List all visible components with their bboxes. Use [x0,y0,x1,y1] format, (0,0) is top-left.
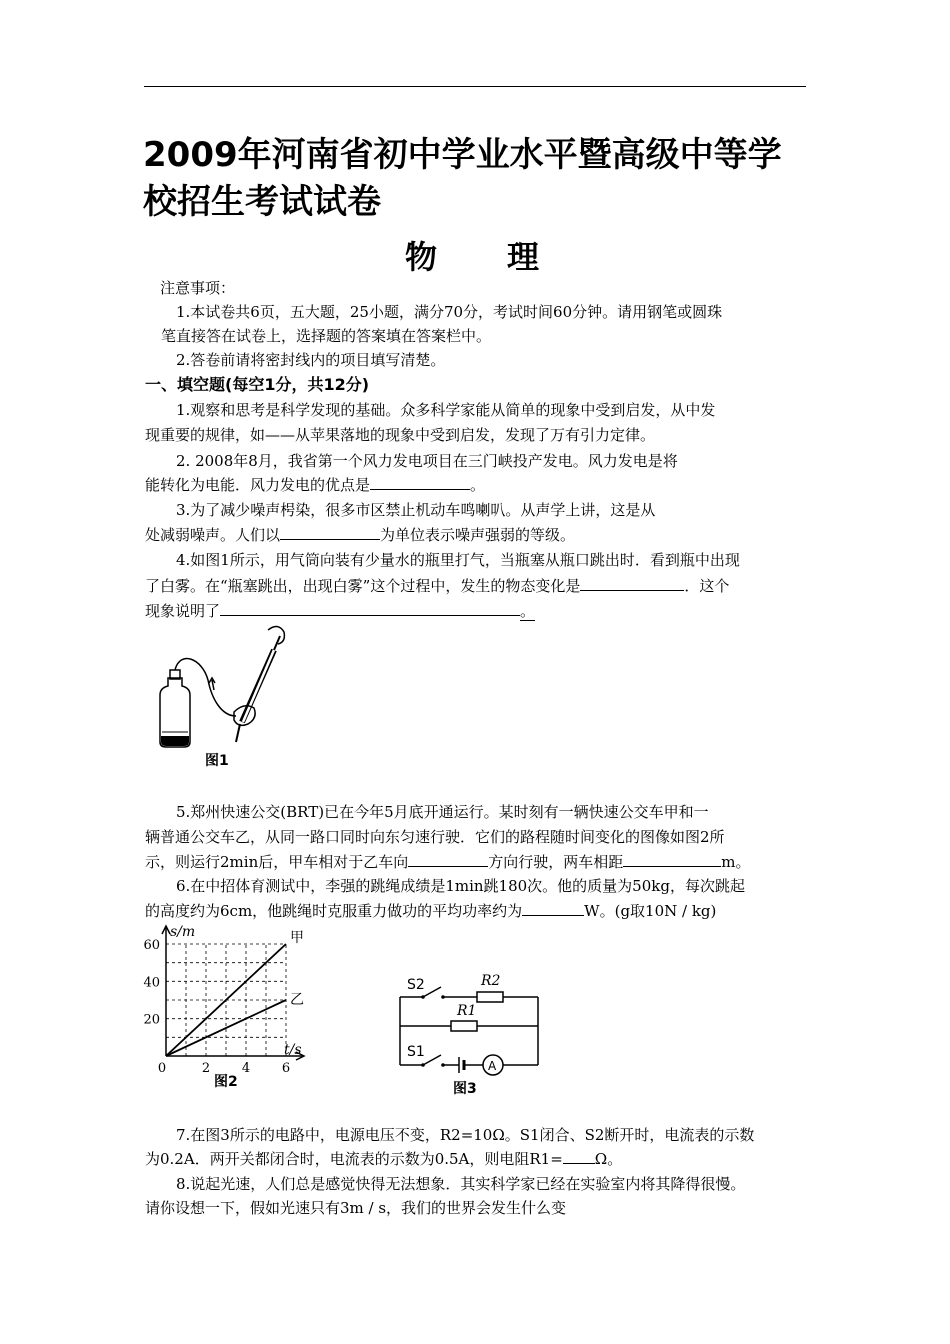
r2-label: R2 [481,973,501,989]
x-tick-label: 4 [241,1061,251,1076]
section-1-heading: 一、填空题(每空1分，共12分) [145,375,370,394]
q2-line-a: 2. 2008年8月，我省第一个风力发电项目在三门峡投产发电。风力发电是将 [176,452,678,470]
series-label-yi: 乙 [290,992,304,1008]
q3-line-a: 3.为了减少噪声枵染，很多市区禁止机动车鸣喇叭。从声学上讲，这是从 [176,501,656,519]
q7-text-post: Ω。 [594,1150,623,1168]
q7-line-b [145,1148,622,1170]
figure-3-circuit [395,965,555,1100]
q4-answer-blank-1[interactable] [580,575,684,591]
q1-line-b: 现重要的规律，如——从苹果落地的现象中受到启发，发现了万有引力定律。 [145,426,656,444]
r1-label: R1 [457,1003,477,1019]
resistor-r1 [451,1021,477,1031]
hand-top [268,626,284,644]
q5-text-post: m。 [721,853,751,871]
top-rule [144,86,806,87]
y-axis-label: s/m [170,924,196,940]
q5-line-b: 辆普通公交车乙，从同一路口同时向东匀速行驶．它们的路程随时间变化的图像如图2所 [145,828,725,846]
x-tick-label: 6 [281,1061,291,1076]
q8-line-b: 请你设想一下，假如光速只有3m / s，我们的世界会发生什么变 [145,1199,567,1217]
figure-2-label: 图2 [214,1074,238,1090]
q5-text-pre: 示，则运行2min后，甲车相对于乙车向 [145,853,409,871]
notice-item-1a: 1.本试卷共6页，五大题，25小题，满分70分，考试时间60分钟。请用钢笔或圆珠 [176,303,723,321]
q5-answer-blank-1[interactable] [408,851,488,867]
exam-title-line-1: 2009年河南省初中学业水平暨高级中等学 [143,135,782,175]
subject-title: 物理 [405,238,610,276]
q6-text-post: W。(g取10N / kg) [584,902,717,920]
q3-text-pre: 处减弱噪声。人们以 [145,526,281,544]
figure-2-distance-time-graph [138,920,318,1095]
q2-answer-blank[interactable] [370,474,470,490]
series-label-jia: 甲 [290,930,304,946]
q2-text-pre: 能转化为电能．风力发电的优点是 [145,476,371,494]
q5-line-a: 5.郑州快速公交(BRT)已在今年5月底开通运行。某时刻有一辆快速公交车甲和一 [176,803,709,821]
q8-line-a: 8.说起光速，人们总是感觉快得无法想象．其实科学家已经在实验室内将其降得很慢。 [176,1175,746,1193]
q3-line-b [145,524,575,546]
switch-s2 [423,987,441,997]
q4-answer-blank-2[interactable] [220,600,520,616]
figure-1-label: 图1 [205,753,229,769]
q7-text-pre: 为0.2A．两开关都闭合时，电流表的示数为0.5A，则电阻R1= [145,1150,563,1168]
q6-text-pre: 的高度约为6cm，他跳绳时克服重力做功的平均功率约为 [145,902,523,920]
notice-item-1b: 笔直接答在试卷上，选择题的答案填在答案栏中。 [161,327,492,345]
q7-line-a: 7.在图3所示的电路中，电源电压不变，R2=10Ω。S1闭合、S2断开时，电流表的示数 [176,1126,755,1144]
x-axis-label: t/s [284,1042,302,1058]
q6-line-a: 6.在中招体育测试中，李强的跳绳成绩是1min跳180次。他的质量为50kg，每次跳起 [176,877,745,895]
q4-text-pre: 了白雾。在“瓶塞跳出，出现白雾”这个过程中，发生的物态变化是 [145,577,581,595]
q4-text-c-post: 。 [520,602,536,620]
y-tick-label: 20 [143,1012,160,1028]
q5-line-c [145,851,750,873]
switch-s1 [423,1055,441,1065]
y-tick-label: 60 [143,938,160,953]
q5-text-mid: 方向行驶，两车相距 [488,853,624,871]
ammeter-label: A [488,1059,497,1073]
q4-line-c [145,600,535,622]
q3-answer-blank[interactable] [280,524,380,540]
x-tick-label: 2 [201,1061,211,1076]
q7-answer-blank[interactable] [563,1148,595,1164]
q4-line-a: 4.如图1所示，用气筒向装有少量水的瓶里打气，当瓶塞从瓶口跳出时．看到瓶中出现 [176,551,740,569]
resistor-r2 [477,992,503,1002]
q2-line-b [145,474,485,496]
exam-title-line-2: 校招生考试试卷 [143,182,381,222]
q4-line-b [145,575,729,597]
figure-1-pump-bottle [150,620,290,770]
q6-answer-blank[interactable] [522,900,584,916]
q5-answer-blank-2[interactable] [623,851,721,867]
q6-line-b [145,900,716,922]
s2-label: S2 [407,977,425,993]
q3-text-post: 为单位表示噪声强弱的等级。 [380,526,576,544]
y-tick-label: 40 [143,975,160,991]
notice-heading: 注意事项： [160,279,236,297]
x-tick-label: 0 [157,1061,167,1076]
q1-line-a: 1.观察和思考是科学发现的基础。众多科学家能从简单的现象中受到启发，从中发 [176,401,716,419]
notice-item-2: 2.答卷前请将密封线内的项目填写清楚。 [176,351,446,369]
q4-text-c-pre: 现象说明了 [145,602,221,620]
s1-label: S1 [407,1044,425,1060]
q4-text-post: ．这个 [684,577,730,595]
q2-text-post: 。 [470,476,486,494]
figure-3-label: 图3 [453,1081,477,1097]
